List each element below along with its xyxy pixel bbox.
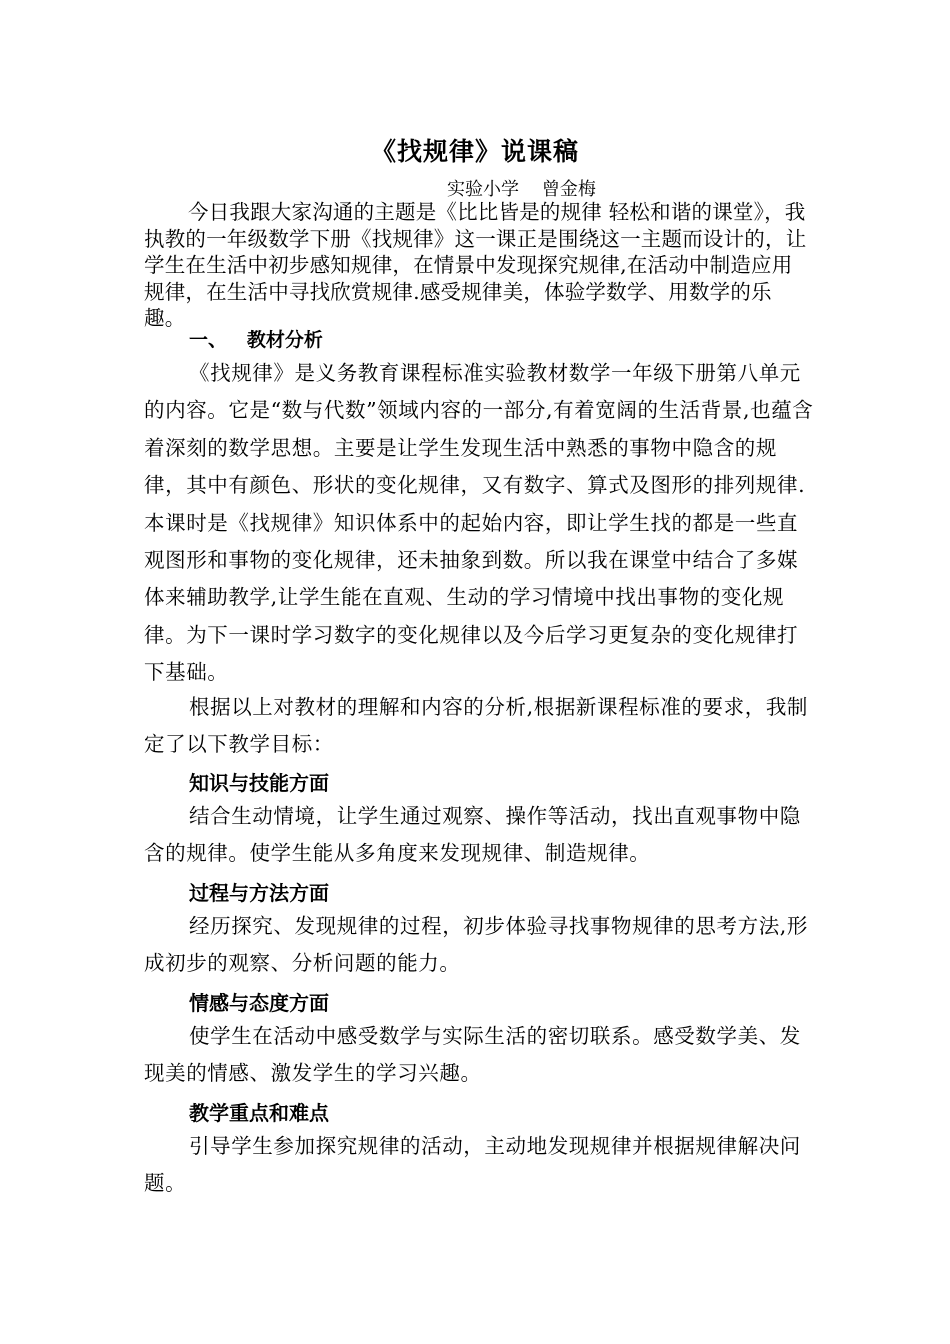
goal-heading-key-points: 教学重点和难点 (189, 1101, 329, 1125)
teaching-goals-intro-paragraph: 根据以上对教材的理解和内容的分析,根据新课程标准的要求，我制定了以下教学目标： (144, 695, 809, 757)
goal-body-key-points: 引导学生参加探究规律的活动，主动地发现规律并根据规律解决问题。 (144, 1134, 801, 1196)
textbook-analysis-paragraph: 《找规律》是义务教育课程标准实验教材数学一年级下册第八单元的内容。它是“数与代数”领域内容的一部分,有着宽阔的生活背景,也蕴含着深刻的数学思想。主要是让学生发现生活中熟悉的事物中隐含的规律，其中有颜色、形状的变化规律，又有数字、算式及图形的排列规律.本课时是《找规律》知识体系中的起始内容，即让学生找的都是一些直观图形和事物的变化规律，还未抽象到数。所以我在课堂中结合了多媒体来辅助教学,让学生能在直观、生动的学习情境中找出事物的变化规律。为下一课时学习数字的变化规律以及今后学习更复杂的变化规律打下基础。 (144, 361, 814, 685)
section-heading-textbook-analysis: 一、 教材分析 (189, 329, 323, 351)
intro-paragraph: 今日我跟大家沟通的主题是《比比皆是的规律 轻松和谐的课堂》，我执教的一年级数学下册《找规律》这一课正是围绕这一主题而设计的，让学生在生活中初步感知规律，在情景中发现探究规律,在活动中制造应用规律，在生活中寻找欣赏规律.感受规律美，体验学数学、用数学的乐趣。 (144, 200, 807, 331)
goal-heading-emotion: 情感与态度方面 (189, 991, 329, 1015)
goal-body-emotion: 使学生在活动中感受数学与实际生活的密切联系。感受数学美、发现美的情感、激发学生的学习兴趣。 (144, 1024, 801, 1086)
goal-body-process: 经历探究、发现规律的过程，初步体验寻找事物规律的思考方法,形成初步的观察、分析问题的能力。 (144, 914, 809, 976)
goal-heading-knowledge: 知识与技能方面 (189, 771, 329, 795)
goal-heading-process: 过程与方法方面 (189, 881, 329, 905)
goal-body-knowledge: 结合生动情境，让学生通过观察、操作等活动，找出直观事物中隐含的规律。使学生能从多角度来发现规律、制造规律。 (144, 804, 801, 866)
document-title: 《找规律》说课稿 (370, 137, 579, 166)
author-line: 实验小学 曾金梅 (447, 179, 596, 200)
